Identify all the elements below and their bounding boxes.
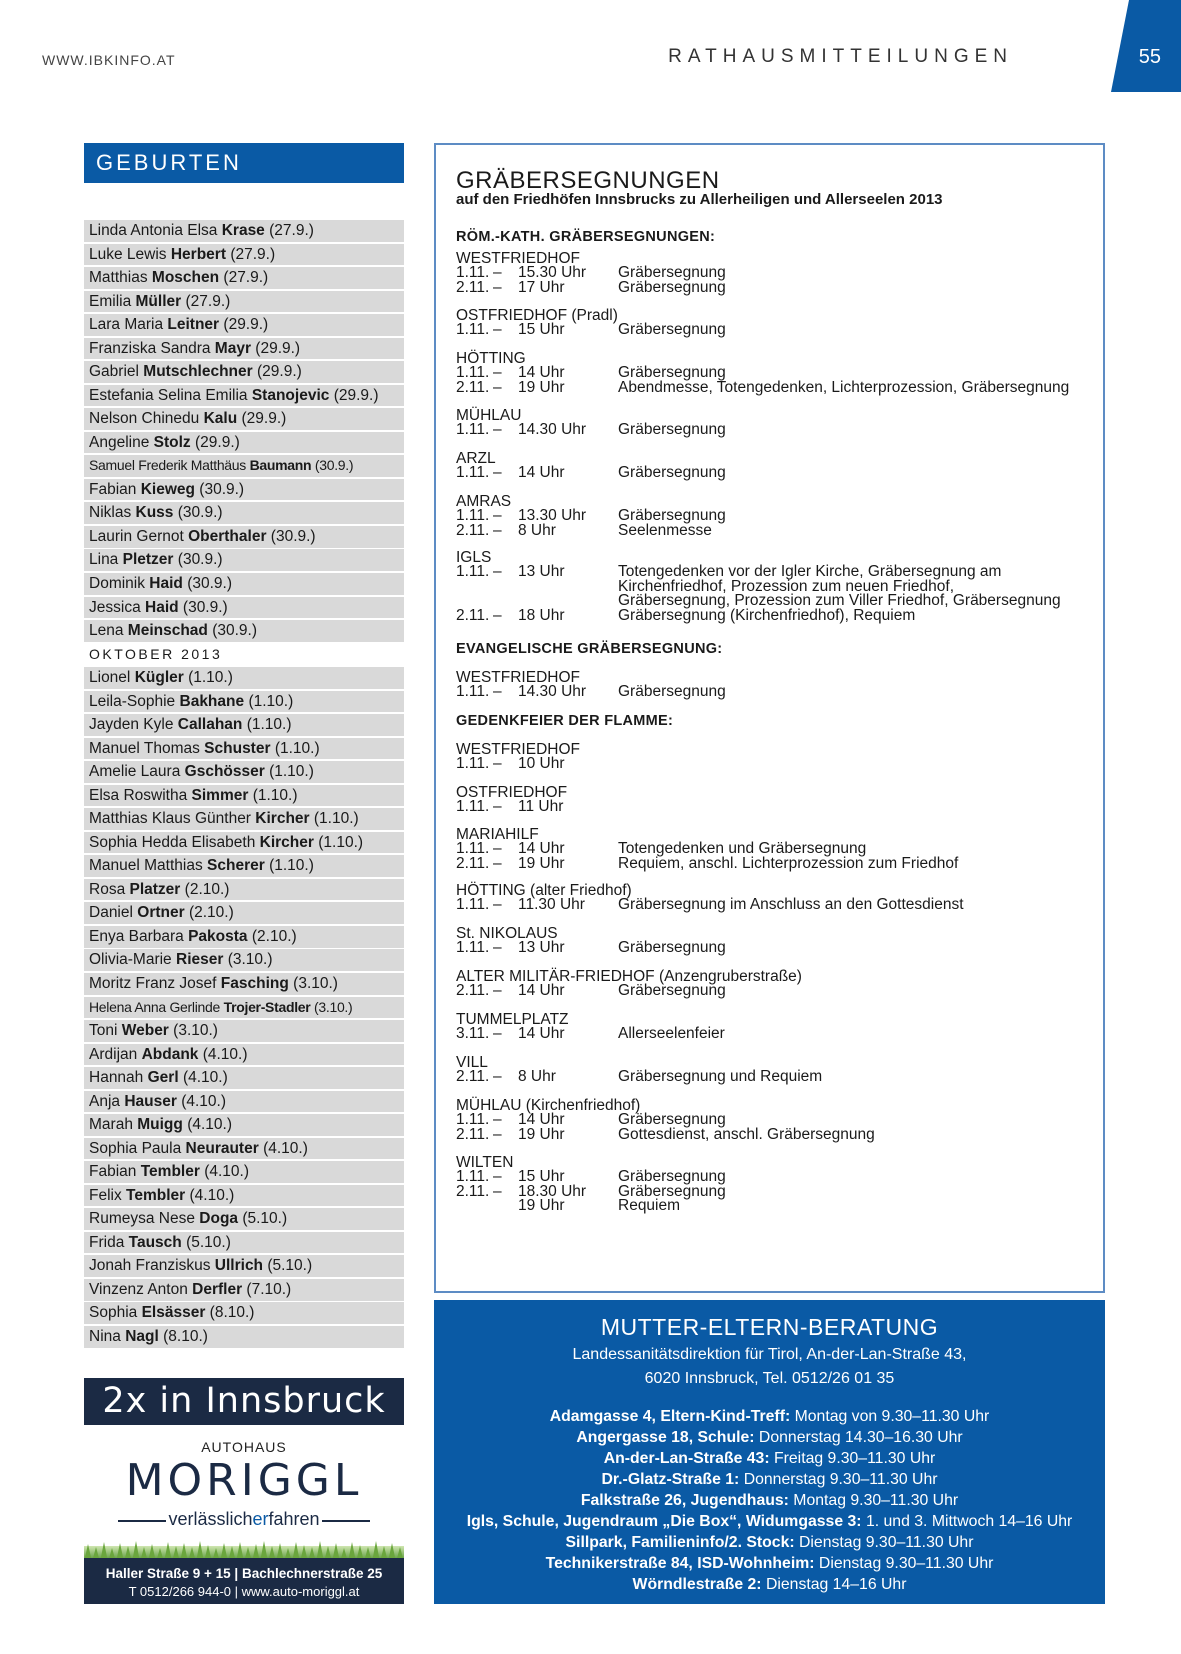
birth-entry: Laurin Gernot Oberthaler (30.9.) <box>84 526 404 548</box>
autohaus-ad[interactable] <box>84 1378 404 1604</box>
birth-entry: Sophia Paula Neurauter (4.10.) <box>84 1138 404 1160</box>
birth-entry: Moritz Franz Josef Fasching (3.10.) <box>84 973 404 995</box>
location-name: WESTFRIEDHOF <box>456 669 580 686</box>
birth-entry: Dominik Haid (30.9.) <box>84 573 404 595</box>
location-name: VILL <box>456 1054 488 1071</box>
birth-entry: Jessica Haid (30.9.) <box>84 597 404 619</box>
location-name: MÜHLAU (Kirchenfriedhof) <box>456 1097 641 1114</box>
ad-footer <box>84 1558 404 1604</box>
location-name: IGLS <box>456 549 492 566</box>
birth-entry: Manuel Matthias Scherer (1.10.) <box>84 855 404 877</box>
birth-entry: Fabian Tembler (4.10.) <box>84 1161 404 1183</box>
page-number-tab <box>1111 0 1181 92</box>
birth-entry: Nina Nagl (8.10.) <box>84 1326 404 1348</box>
graves-title: GRÄBERSEGNUNGEN <box>456 167 720 194</box>
location-name: St. NIKOLAUS <box>456 925 558 942</box>
location-name: TUMMELPLATZ <box>456 1011 569 1028</box>
site-url: WWW.IBKINFO.AT <box>42 52 176 68</box>
location-name: OSTFRIEDHOF <box>456 784 568 801</box>
counselling-contact: 6020 Innsbruck, Tel. 0512/26 01 35 <box>644 1370 895 1387</box>
counselling-title: MUTTER-ELTERN-BERATUNG <box>600 1314 939 1340</box>
birth-entry: Ardijan Abdank (4.10.) <box>84 1044 404 1066</box>
counselling-entry: Wörndlestraße 2: Dienstag 14–16 Uhr <box>632 1576 907 1593</box>
birth-entry: Samuel Frederik Matthäus Baumann (30.9.) <box>84 455 404 477</box>
birth-entry: Luke Lewis Herbert (27.9.) <box>84 244 404 266</box>
counselling-entry: Angergasse 18, Schule: Donnerstag 14.30–16.30 Uhr <box>576 1429 963 1446</box>
counselling-address: Landessanitätsdirektion für Tirol, An-der-Lan-Straße 43, <box>572 1346 967 1363</box>
location-name: OSTFRIEDHOF (Pradl) <box>456 307 618 324</box>
counselling-box <box>434 1300 1105 1604</box>
location-name: HÖTTING <box>456 350 526 367</box>
birth-entry: Rosa Platzer (2.10.) <box>84 879 404 901</box>
category-heading-flame: GEDENKFEIER DER FLAMME: <box>456 713 674 729</box>
ad-subline: AUTOHAUS <box>201 1439 287 1455</box>
birth-entry: Gabriel Mutschlechner (29.9.) <box>84 361 404 383</box>
location-name: AMRAS <box>456 493 512 510</box>
birth-entry: Lina Pletzer (30.9.) <box>84 549 404 571</box>
ad-address: Haller Straße 9 + 15 | Bachlechnerstraße 25 <box>105 1566 383 1581</box>
birth-entry: Linda Antonia Elsa Krase (27.9.) <box>84 220 404 242</box>
birth-entry: Olivia-Marie Rieser (3.10.) <box>84 949 404 971</box>
birth-entry: Anja Hauser (4.10.) <box>84 1091 404 1113</box>
birth-entry: Toni Weber (3.10.) <box>84 1020 404 1042</box>
birth-entry: Sophia Hedda Elisabeth Kircher (1.10.) <box>84 832 404 854</box>
location-name: WESTFRIEDHOF <box>456 250 580 267</box>
birth-entry: Jayden Kyle Callahan (1.10.) <box>84 714 404 736</box>
location-name: MARIAHILF <box>456 826 539 843</box>
counselling-entry: Falkstraße 26, Jugendhaus: Montag 9.30–11.30 Uhr <box>580 1492 959 1509</box>
location-name: WESTFRIEDHOF <box>456 741 580 758</box>
ad-headline: 2x in Innsbruck <box>84 1378 404 1425</box>
birth-entry: Nelson Chinedu Kalu (29.9.) <box>84 408 404 430</box>
birth-entry: Vinzenz Anton Derfler (7.10.) <box>84 1279 404 1301</box>
location-name: ALTER MILITÄR-FRIEDHOF (Anzengruberstraße) <box>456 968 802 985</box>
birth-entry: Emilia Müller (27.9.) <box>84 291 404 313</box>
graves-subtitle: auf den Friedhöfen Innsbrucks zu Allerheiligen und Allerseelen 2013 <box>456 191 943 208</box>
birth-entry: Rumeysa Nese Doga (5.10.) <box>84 1208 404 1230</box>
birth-entry: Matthias Klaus Günther Kircher (1.10.) <box>84 808 404 830</box>
birth-entry: Lionel Kügler (1.10.) <box>84 667 404 689</box>
birth-entry: Franziska Sandra Mayr (29.9.) <box>84 338 404 360</box>
counselling-entry: Dr.-Glatz-Straße 1: Donnerstag 9.30–11.30 Uhr <box>601 1471 938 1488</box>
counselling-entry: An-der-Lan-Straße 43: Freitag 9.30–11.30 Uhr <box>603 1450 936 1467</box>
birth-entry: Amelie Laura Gschösser (1.10.) <box>84 761 404 783</box>
category-heading-rk: RÖM.-KATH. GRÄBERSEGNUNGEN: <box>456 229 716 245</box>
birth-entry: Marah Muigg (4.10.) <box>84 1114 404 1136</box>
birth-entry: Elsa Roswitha Simmer (1.10.) <box>84 785 404 807</box>
page-number: 55 <box>1138 46 1161 68</box>
birth-entry: Hannah Gerl (4.10.) <box>84 1067 404 1089</box>
counselling-entry: Igls, Schule, Jugendraum „Die Box“, Widumgasse 3: 1. und 3. Mittwoch 14–16 Uhr <box>466 1513 1073 1530</box>
location-name: HÖTTING (alter Friedhof) <box>456 882 632 899</box>
ad-contact[interactable]: T 0512/266 944-0 | www.auto-moriggl.at <box>128 1584 360 1599</box>
birth-entry: Niklas Kuss (30.9.) <box>84 502 404 524</box>
birth-entry: Daniel Ortner (2.10.) <box>84 902 404 924</box>
birth-entry: Frida Tausch (5.10.) <box>84 1232 404 1254</box>
section-title: RATHAUSMITTEILUNGEN <box>668 46 1013 67</box>
birth-entry: Lara Maria Leitner (29.9.) <box>84 314 404 336</box>
birth-entry: Helena Anna Gerlinde Trojer-Stadler (3.10.) <box>84 997 404 1019</box>
birth-entry: Sophia Elsässer (8.10.) <box>84 1302 404 1324</box>
location-name: ARZL <box>456 450 496 467</box>
birth-entry: Leila-Sophie Bakhane (1.10.) <box>84 691 404 713</box>
birth-entry: Enya Barbara Pakosta (2.10.) <box>84 926 404 948</box>
ad-brand-logo: MORIGGL <box>125 1455 363 1506</box>
location-name: MÜHLAU <box>456 407 522 424</box>
counselling-entry: Adamgasse 4, Eltern-Kind-Treff: Montag von 9.30–11.30 Uhr <box>549 1408 990 1425</box>
graves-box: GRÄBERSEGNUNGEN auf den Friedhöfen Innsbrucks zu Allerheiligen und Allerseelen 2013 RÖM.-KATH. GRÄBERSEGNUNGEN: EVANGELISCHE GRÄBERSEGNUNG: GEDENKFEIER DER FLAMME: WESTFRIEDHOF 1.11. – 15.30 Uhr Gräbersegnung 2.11. – 17 Uhr Gräbersegnung OSTFRIEDHOF (Pradl) 1.11. – 15 Uhr Gräbersegnung HÖTTING 1.11. – 14 Uhr Gräbersegnung 2.11. – 19 Uhr Abendmesse, Totengedenken, Lichterprozession, Gräbersegnung MÜHLAU 1.11. – 14.30 Uhr Gräbersegnung ARZL 1.11. – 14 Uhr Gräbersegnung AMRAS 1.11. – 13.30 Uhr Gräbersegnung 2.11. – 8 Uhr Seelenmesse IGLS 1.11. – 13 Uhr Totengedenken vor der Igler Kirche, Gräbersegnung am Kirchenfriedhof, Prozession zum neuen Friedhof, Gräbersegnung, Prozession zum Viller Friedhof, Gräbersegnung 2.11. – 18 Uhr Gräbersegnung (Kirchenfriedhof), Requiem WESTFRIEDHOF 1.11. – 14.30 Uhr Gräbersegnung WESTFRIEDHOF 1.11. – 10 Uhr OSTFRIEDHOF 1.11. – 11 Uhr MARIAHILF 1.11. – 14 Uhr Totengedenken und Gräbersegnung 2.11. – 19 Uhr Requiem, anschl. Lichterprozession zum Friedhof HÖTTING (alter Friedhof) 1.11. – 11.30 Uhr Gräbersegnung im Anschluss an den Gottesdienst St. NIKOLAUS 1.11. – 13 Uhr Gräbersegnung ALTER MILITÄR-FRIEDHOF (Anzengruberstraße) 2.11. – 14 Uhr Gräbersegnung TUMMELPLATZ 3.11. – 14 Uhr Allerseelenfeier VILL 2.11. – 8 Uhr Gräbersegnung und Requiem MÜHLAU (Kirchenfriedhof) 1.11. – 14 Uhr Gräbersegnung 2.11. – 19 Uhr Gottesdienst, anschl. Gräbersegnung WILTEN 1.11. – 15 Uhr Gräbersegnung 2.11. – 18.30 Uhr Gräbersegnung 19 Uhr Requiem <box>434 143 1105 1293</box>
counselling-list <box>434 1406 1105 1595</box>
birth-entry: Manuel Thomas Schuster (1.10.) <box>84 738 404 760</box>
birth-entry: Lena Meinschad (30.9.) <box>84 620 404 642</box>
birth-entry: Fabian Kieweg (30.9.) <box>84 479 404 501</box>
birth-entry: Estefania Selina Emilia Stanojevic (29.9.) <box>84 385 404 407</box>
birth-entry: Matthias Moschen (27.9.) <box>84 267 404 289</box>
location-name: WILTEN <box>456 1154 514 1171</box>
births-heading: GEBURTEN <box>84 143 404 183</box>
category-heading-ev: EVANGELISCHE GRÄBERSEGNUNG: <box>456 641 723 657</box>
ad-tagline: verlässlicherfahren <box>84 1509 404 1530</box>
month-label: OKTOBER 2013 <box>84 644 404 666</box>
counselling-entry: Sillpark, Familieninfo/2. Stock: Dienstag 9.30–11.30 Uhr <box>565 1534 974 1551</box>
counselling-entry: Technikerstraße 84, ISD-Wohnheim: Dienstag 9.30–11.30 Uhr <box>545 1555 994 1572</box>
birth-entry: Jonah Franziskus Ullrich (5.10.) <box>84 1255 404 1277</box>
birth-entry: Felix Tembler (4.10.) <box>84 1185 404 1207</box>
birth-entry: Angeline Stolz (29.9.) <box>84 432 404 454</box>
births-list <box>84 220 404 1350</box>
